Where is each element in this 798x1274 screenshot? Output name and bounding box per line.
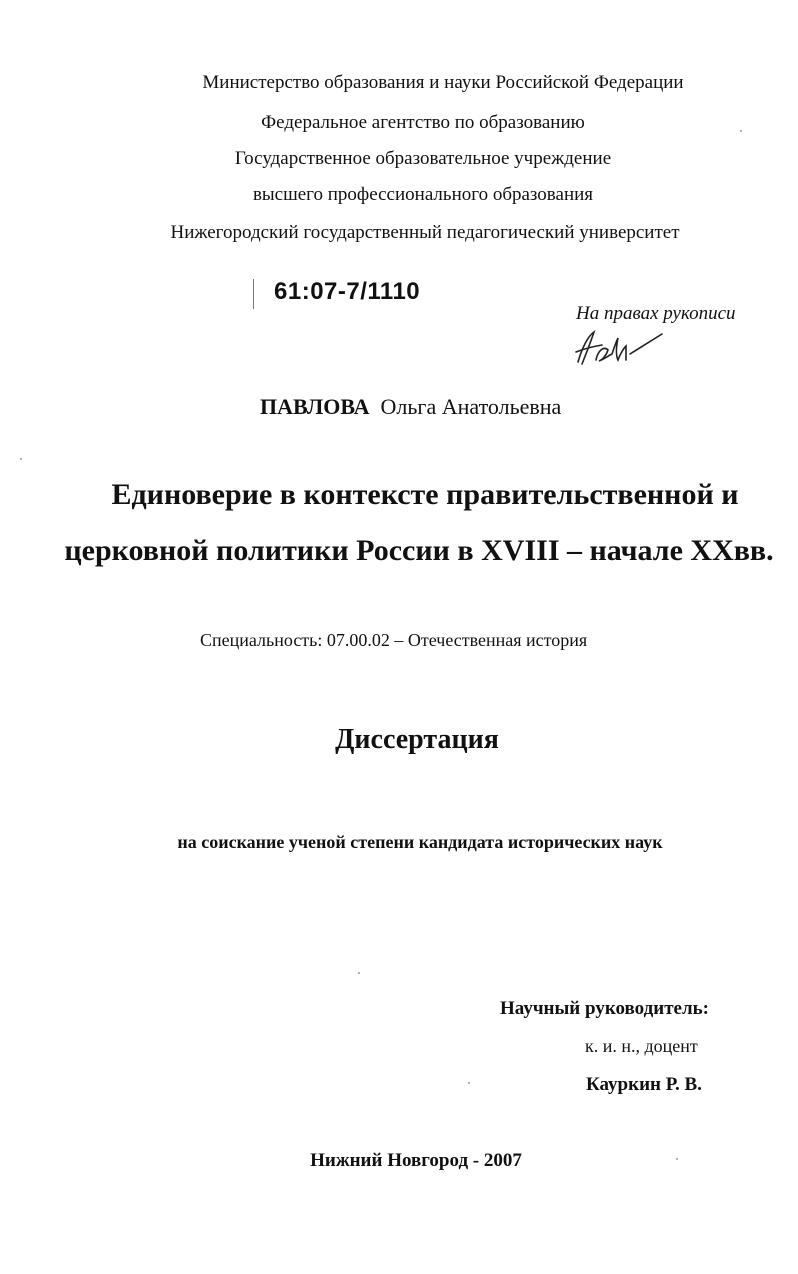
author-given-names: Ольга Анатольевна [380, 394, 562, 419]
institution-level-line: высшего профессионального образования [252, 184, 594, 205]
specialty-line: Специальность: 07.00.02 – Отечественная история [200, 630, 588, 650]
city-year: Нижний Новгород - 2007 [310, 1150, 522, 1171]
scan-speck [740, 130, 742, 132]
catalog-code: 61:07-7/1110 [274, 278, 421, 305]
dissertation-title-line-2: церковной политики России в XVIII – начале XXвв. [64, 534, 774, 567]
ministry-line: Министерство образования и науки Российской Федерации [202, 72, 684, 93]
dissertation-title-line-1: Единоверие в контексте правительственной и [111, 478, 739, 511]
catalog-stamp-mark [253, 279, 254, 309]
scan-speck [468, 1082, 470, 1084]
document-type: Диссертация [335, 724, 499, 755]
author-name [260, 394, 561, 420]
supervisor-rank: к. и. н., доцент [585, 1036, 698, 1056]
rights-note: На правах рукописи [576, 303, 736, 324]
agency-line: Федеральное агентство по образованию [261, 112, 585, 133]
scan-speck [20, 458, 22, 460]
degree-line: на соискание ученой степени кандидата исторических наук [177, 832, 663, 852]
handwritten-signature [572, 326, 668, 370]
author-surname: ПАВЛОВА [260, 394, 370, 419]
scan-speck [358, 972, 360, 974]
institution-type-line: Государственное образовательное учреждение [234, 148, 612, 169]
supervisor-heading: Научный руководитель: [500, 998, 709, 1019]
scan-speck [676, 1158, 678, 1160]
university-line: Нижегородский государственный педагогический университет [170, 222, 680, 243]
supervisor-name: Кауркин Р. В. [586, 1074, 702, 1095]
